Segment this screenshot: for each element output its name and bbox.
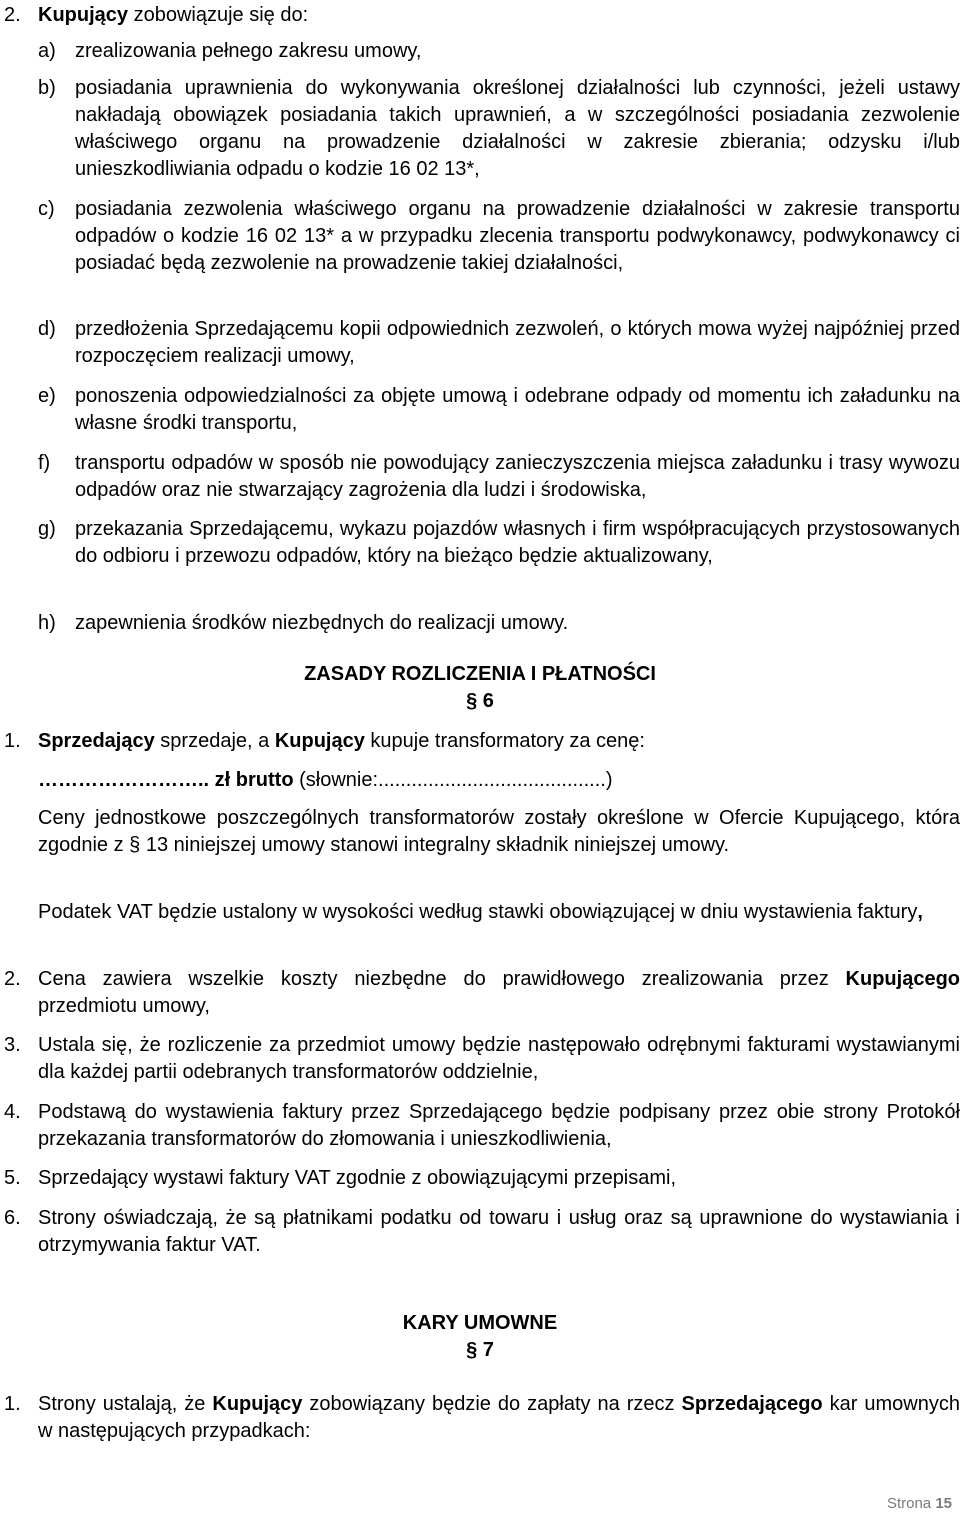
list-item-e: ponoszenia odpowiedzialności za objęte umową i odebrane odpady od momentu ich załadunku na własne środki transportu, — [75, 385, 960, 434]
payment-item-6: Strony oświadczają, że są płatnikami podatku od towaru i usług oraz są uprawnione do wystawiania i otrzymywania faktur VAT. — [38, 1207, 960, 1256]
list-item-g: przekazania Sprzedającemu, wykazu pojazdów własnych i firm współpracujących przystosowanych do odbioru i przewozu odpadów, który na bieżąco będzie aktualizowany, — [75, 518, 960, 567]
section-heading-penalties: KARY UMOWNE — [402, 1312, 558, 1334]
list-letter-f: f) — [38, 452, 51, 474]
list-item-a: zrealizowania pełnego zakresu umowy, — [75, 40, 422, 62]
list-letter-g: g) — [38, 518, 56, 540]
list-item-d: przedłożenia Sprzedającemu kopii odpowiednich zezwoleń, o których mowa wyżej najpóźniej przed rozpoczęciem realizacji umowy, — [75, 318, 960, 367]
list-item-f: transportu odpadów w sposób nie powodujący zanieczyszczenia miejsca załadunku i trasy wywozu odpadów oraz nie stwarzający zagrożenia dla ludzi i środowiska, — [75, 452, 960, 501]
section-paragraph-6: § 6 — [466, 690, 494, 712]
section-paragraph-7: § 7 — [466, 1339, 494, 1361]
payment-item-2-number: 2. — [4, 968, 21, 990]
price-amount: …………………….. zł brutto — [38, 769, 294, 791]
price-line — [38, 767, 958, 794]
list-letter-e: e) — [38, 385, 56, 407]
payment-item-5: Sprzedający wystawi faktury VAT zgodnie z obowiązującymi przepisami, — [38, 1167, 677, 1189]
payment-item-1: Sprzedający sprzedaje, a Kupujący kupuje transformatory za cenę: — [38, 730, 645, 752]
payment-item-3: Ustala się, że rozliczenie za przedmiot umowy będzie następowało odrębnymi fakturami wystawianymi dla każdej partii odebranych transformatorów oddzielnie, — [38, 1034, 960, 1083]
vat-paragraph: Podatek VAT będzie ustalony w wysokości według stawki obowiązującej w dniu wystawienia faktury, — [38, 901, 923, 923]
list-item-h: zapewnienia środków niezbędnych do realizacji umowy. — [75, 612, 569, 634]
payment-item-1-number: 1. — [4, 730, 21, 752]
penalties-item-1: Strony ustalają, że Kupujący zobowiązany będzie do zapłaty na rzecz Sprzedającego kar umownych w następujących przypadkach: — [38, 1393, 960, 1442]
list-item-b: posiadania uprawnienia do wykonywania określonej działalności lub czynności, jeżeli ustawy nakładają obowiązek posiadania takich uprawnień, a w szczególności posiadania zezwolenie właściwego organu na prowadzenie działalności w zakresie zbierania; odzysku i/lub unieszkodliwiania odpadu o kodzie 16 02 13*, — [75, 77, 960, 180]
section-heading-payment: ZASADY ROZLICZENIA I PŁATNOŚCI — [304, 663, 656, 685]
kupujacy-bold: Kupujący — [38, 4, 129, 26]
kupujacy-obligations-item-number: 2. — [4, 4, 21, 26]
payment-item-4: Podstawą do wystawienia faktury przez Sprzedającego będzie podpisany przez obie strony Protokół przekazania transformatorów do złomowania i unieszkodliwienia, — [38, 1101, 960, 1150]
payment-item-5-number: 5. — [4, 1167, 21, 1189]
list-letter-h: h) — [38, 612, 56, 634]
page-number: 15 — [935, 1495, 952, 1512]
page-label: Strona — [886, 1495, 936, 1512]
list-letter-b: b) — [38, 77, 56, 99]
intro-text: zobowiązuje się do: — [128, 4, 309, 26]
list-item-c: posiadania zezwolenia właściwego organu na prowadzenie działalności w zakresie transportu odpadów o kodzie 16 02 13* a w przypadku zlecenia transportu podwykonawcy, podwykonawcy ci posiadać będą zezwolenie na prowadzenie takiej działalności, — [75, 198, 960, 274]
list-letter-a: a) — [38, 40, 56, 62]
payment-item-6-number: 6. — [4, 1207, 21, 1229]
payment-item-3-number: 3. — [4, 1034, 21, 1056]
kupujacy-obligations-intro — [38, 2, 958, 29]
penalties-item-1-number: 1. — [4, 1393, 21, 1415]
payment-item-4-number: 4. — [4, 1101, 21, 1123]
page-number-footer — [887, 1494, 952, 1514]
price-in-words: (słownie:.........................................) — [293, 769, 613, 791]
unit-prices-paragraph: Ceny jednostkowe poszczególnych transformatorów zostały określone w Ofercie Kupującego, która zgodnie z § 13 niniejszej umowy stanowi integralny składnik niniejszej umowy. — [38, 807, 960, 856]
list-letter-c: c) — [38, 198, 55, 220]
payment-item-2: Cena zawiera wszelkie koszty niezbędne do prawidłowego zrealizowania przez Kupującego przedmiotu umowy, — [38, 968, 960, 1017]
list-letter-d: d) — [38, 318, 56, 340]
